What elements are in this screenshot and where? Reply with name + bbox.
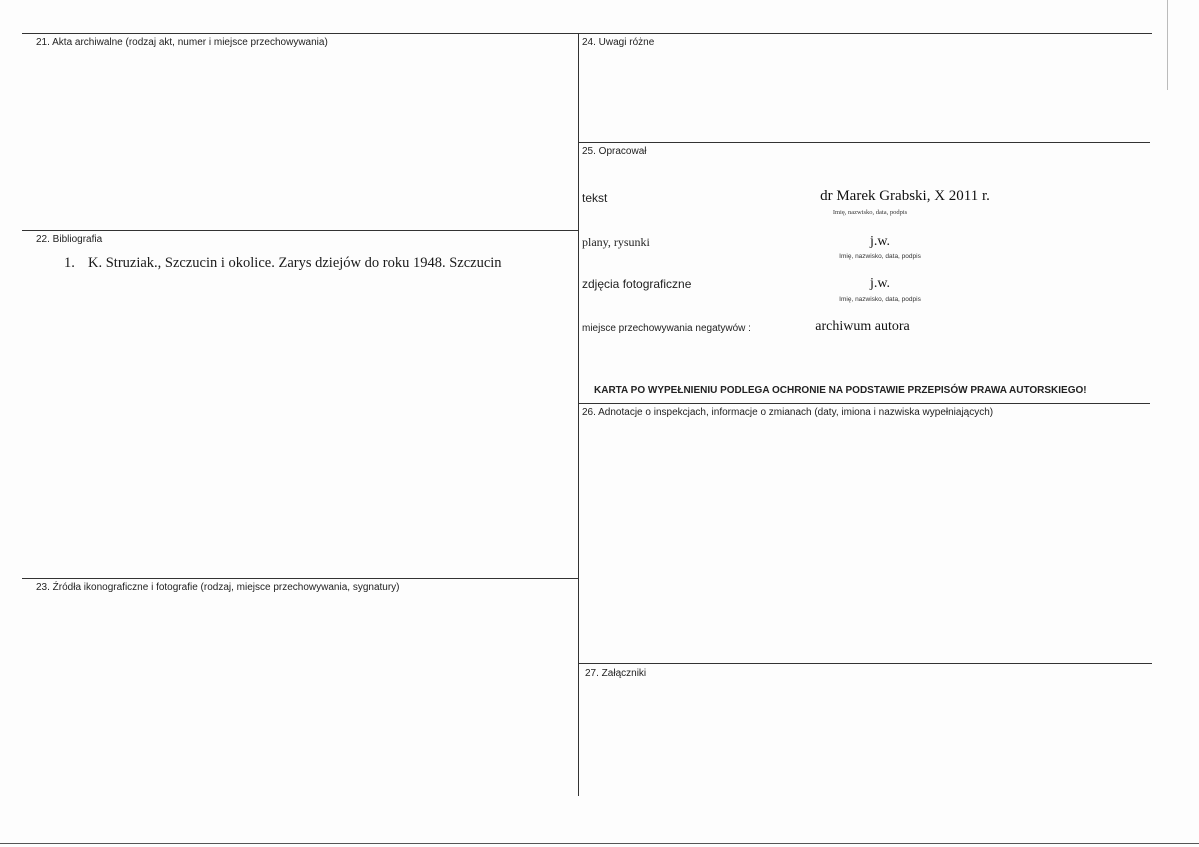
bibliography-item <box>64 255 502 272</box>
section-23-label: 23. Źródła ikonograficzne i fotografie (rodzaj, miejsce przechowywania, sygnatury) <box>36 582 400 593</box>
opracowal-plany-label: plany, rysunki <box>582 235 650 249</box>
divider-24-25 <box>578 142 1150 143</box>
bibliography-item-number: 1. <box>64 255 75 271</box>
opracowal-plany-caption: Imię, nazwisko, data, podpis <box>839 253 921 260</box>
divider-22-23 <box>22 578 578 579</box>
bibliography-item-text: K. Struziak., Szczucin i okolice. Zarys dziejów do roku 1948. Szczucin <box>88 255 502 271</box>
bottom-edge-line <box>0 843 1199 844</box>
negatives-label: miejsce przechowywania negatywów : <box>582 323 751 334</box>
opracowal-tekst-value: dr Marek Grabski, X 2011 r. <box>820 188 990 204</box>
divider-21-22 <box>22 230 578 231</box>
top-border-line <box>22 33 1152 34</box>
opracowal-zdjecia-value: j.w. <box>869 276 891 291</box>
section-24-label: 24. Uwagi różne <box>582 37 655 48</box>
section-22-label: 22. Bibliografia <box>36 234 103 245</box>
opracowal-plany-value: j.w. <box>869 234 891 249</box>
negatives-value: archiwum autora <box>815 319 910 334</box>
divider-26-27 <box>578 663 1152 664</box>
section-25-label: 25. Opracował <box>582 146 647 157</box>
opracowal-tekst-caption: Imię, nazwisko, data, podpis <box>832 209 908 216</box>
right-edge-mark <box>1167 0 1168 90</box>
section-21-label: 21. Akta archiwalne (rodzaj akt, numer i miejsce przechowywania) <box>36 37 328 48</box>
copyright-notice: KARTA PO WYPEŁNIENIU PODLEGA OCHRONIE NA PODSTAWIE PRZEPISÓW PRAWA AUTORSKIEGO! <box>594 385 1087 396</box>
opracowal-zdjecia-label: zdjęcia fotograficzne <box>582 277 692 291</box>
column-divider <box>578 33 579 796</box>
divider-25-26 <box>578 403 1150 404</box>
opracowal-tekst-label: tekst <box>582 191 608 205</box>
opracowal-zdjecia-caption: Imię, nazwisko, data, podpis <box>839 296 921 303</box>
section-27-label: 27. Załączniki <box>585 668 647 679</box>
section-26-label: 26. Adnotacje o inspekcjach, informacje o zmianach (daty, imiona i nazwiska wypełniających) <box>582 407 994 418</box>
